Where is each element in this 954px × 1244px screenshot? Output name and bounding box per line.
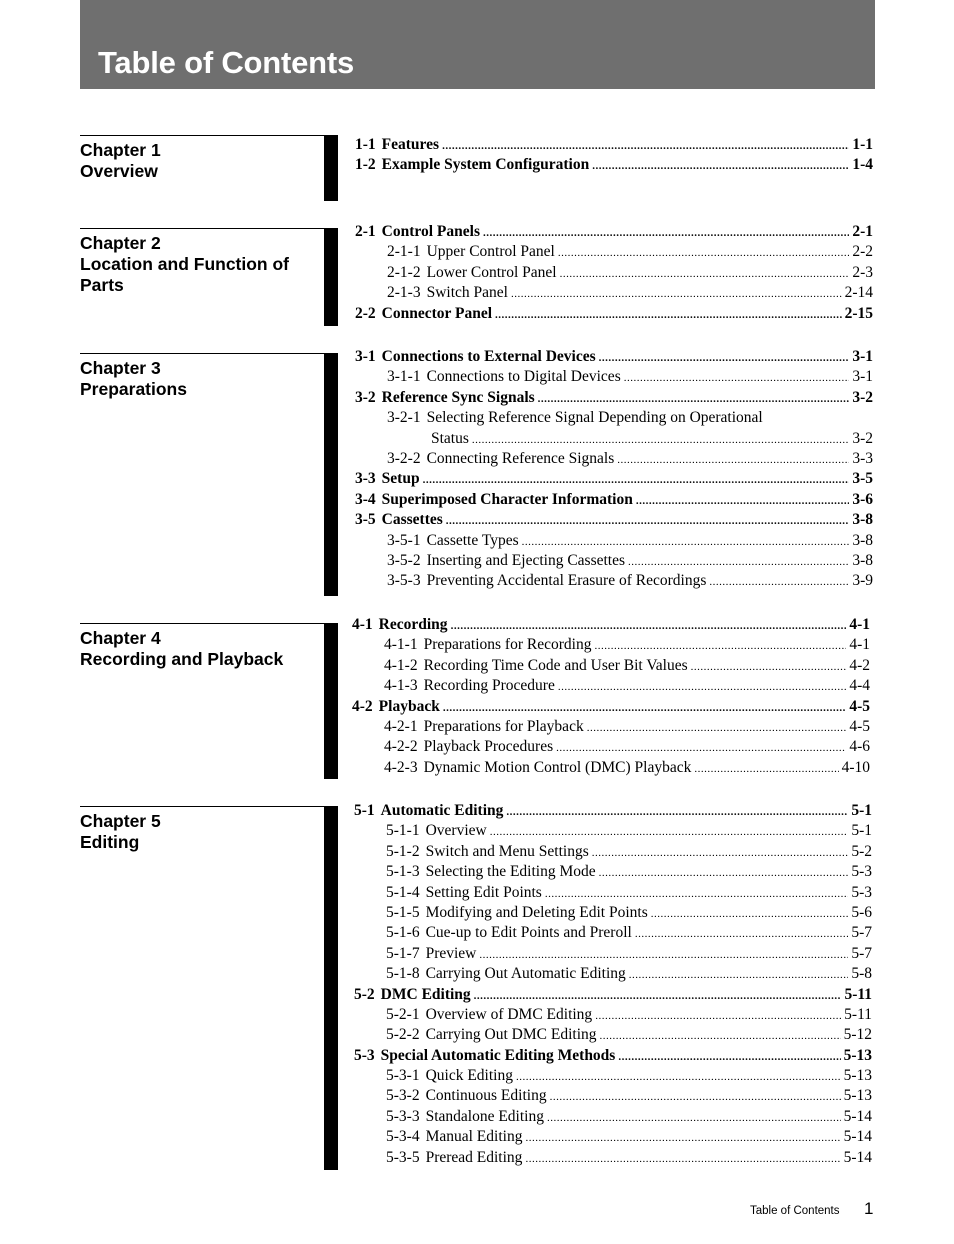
dot-leader — [547, 1108, 841, 1127]
entry-number: 2-1 — [355, 223, 376, 240]
dot-leader — [558, 243, 849, 262]
entry-number: 5-1-1 — [386, 822, 420, 840]
toc-entry[interactable] — [354, 1066, 872, 1086]
toc-entry[interactable] — [354, 1046, 872, 1066]
entry-number: 5-1 — [354, 802, 375, 819]
entry-number: 3-1-1 — [387, 368, 421, 386]
dot-leader — [651, 904, 849, 923]
dot-leader — [479, 945, 848, 964]
chapter-label: Chapter 3 — [80, 358, 161, 378]
dot-leader — [594, 636, 846, 655]
entry-title: Dynamic Motion Control (DMC) Playback — [423, 758, 692, 776]
entry-title: Switch and Menu Settings — [425, 842, 589, 860]
toc-entry[interactable] — [354, 964, 872, 984]
chapter-bar — [324, 623, 338, 779]
toc-entry[interactable] — [355, 304, 873, 324]
chapter-entries — [354, 801, 872, 1168]
toc-entry[interactable] — [352, 697, 870, 717]
toc-entry[interactable] — [355, 347, 873, 367]
chapter-heading — [80, 353, 326, 400]
toc-entry[interactable] — [354, 903, 872, 923]
entry-title: Modifying and Deleting Edit Points — [425, 903, 648, 921]
entry-title: Preparations for Playback — [423, 717, 584, 735]
entry-number: 4-1-3 — [384, 677, 418, 695]
entry-page: 5-12 — [843, 1026, 872, 1044]
toc-entry[interactable] — [355, 408, 873, 428]
entry-number: 4-2-3 — [384, 758, 418, 776]
entry-page: 2-1 — [852, 223, 873, 240]
entry-page: 5-14 — [843, 1107, 872, 1125]
dot-leader — [587, 718, 847, 737]
entry-number: 5-1-2 — [386, 842, 420, 860]
dot-leader — [617, 450, 849, 469]
chapter-label: Chapter 2 — [80, 233, 161, 253]
toc-entry[interactable] — [354, 801, 872, 821]
dot-leader — [472, 430, 849, 449]
chapter-title-line: Overview — [80, 161, 158, 181]
entry-number: 2-1-3 — [387, 284, 421, 302]
chapter-label: Chapter 1 — [80, 140, 161, 160]
entry-number: 5-3-5 — [386, 1148, 420, 1166]
entry-title: Overview — [425, 822, 487, 840]
entry-title: Playback — [378, 697, 440, 715]
entry-number: 5-3-3 — [386, 1107, 420, 1125]
toc-entry[interactable] — [352, 615, 870, 635]
entry-page: 5-13 — [843, 1067, 872, 1085]
entry-page: 5-3 — [851, 863, 872, 881]
entry-title: Status — [431, 429, 469, 447]
entry-page: 3-6 — [852, 490, 873, 508]
dot-leader — [443, 698, 847, 717]
entry-page: 3-2 — [852, 388, 873, 406]
chapter-entries — [355, 347, 873, 592]
dot-leader — [636, 491, 850, 510]
entry-title: Lower Control Panel — [426, 263, 557, 281]
entry-page: 4-5 — [849, 697, 870, 715]
dot-leader — [451, 616, 847, 635]
entry-number: 5-1-5 — [386, 903, 420, 921]
entry-page: 4-10 — [841, 758, 870, 776]
dot-leader — [474, 986, 842, 1005]
entry-number: 3-5 — [355, 511, 376, 529]
entry-title: Quick Editing — [425, 1067, 513, 1085]
entry-title: Cassette Types — [426, 531, 519, 549]
entry-title: Preread Editing — [425, 1148, 523, 1166]
dot-leader — [556, 738, 846, 757]
dot-leader — [624, 368, 850, 387]
dot-leader — [442, 136, 849, 155]
chapter-title-line: Editing — [80, 832, 140, 852]
entry-page: 3-3 — [852, 449, 873, 467]
toc-entry[interactable] — [355, 222, 873, 242]
entry-number: 1-1 — [355, 136, 376, 153]
entry-page: 2-3 — [852, 263, 873, 281]
entry-page: 2-14 — [844, 284, 873, 302]
dot-leader — [595, 1006, 841, 1025]
entry-page: 2-15 — [844, 304, 873, 322]
chapter-bar — [324, 135, 338, 201]
chapter-title-line: Recording and Playback — [80, 649, 284, 669]
dot-leader — [516, 1067, 841, 1086]
dot-leader — [618, 1047, 840, 1066]
entry-title: Continuous Editing — [425, 1087, 547, 1105]
toc-entry[interactable] — [355, 469, 873, 489]
entry-number: 2-1-1 — [387, 243, 421, 261]
chapter-heading — [80, 228, 326, 296]
entry-page: 5-3 — [851, 883, 872, 901]
entry-title: Selecting the Editing Mode — [425, 863, 596, 881]
entry-number: 4-2-1 — [384, 717, 418, 735]
entry-title: Reference Sync Signals — [381, 388, 535, 406]
entry-title: Connections to Digital Devices — [426, 368, 621, 386]
chapter-entries — [355, 222, 873, 324]
entry-number: 5-3-2 — [386, 1087, 420, 1105]
dot-leader — [592, 156, 849, 175]
toc-entry[interactable] — [355, 490, 873, 510]
title-banner — [80, 0, 875, 89]
entry-number: 5-3-4 — [386, 1128, 420, 1146]
dot-leader — [560, 264, 850, 283]
entry-page: 5-14 — [843, 1148, 872, 1166]
dot-leader — [423, 470, 850, 489]
entry-page: 4-1 — [849, 616, 870, 633]
footer-page-number: 1 — [864, 1199, 874, 1218]
dot-leader — [506, 802, 848, 821]
entry-title: Special Automatic Editing Methods — [380, 1046, 616, 1064]
dot-leader — [694, 759, 838, 778]
chapter-bar — [324, 228, 338, 326]
toc-entry[interactable] — [352, 758, 870, 778]
entry-number: 5-2-2 — [386, 1026, 420, 1044]
dot-leader — [558, 677, 846, 696]
entry-page: 5-6 — [851, 903, 872, 921]
dot-leader — [538, 389, 850, 408]
chapter-heading — [80, 623, 326, 670]
toc-entry[interactable] — [354, 944, 872, 964]
toc-entry[interactable] — [355, 571, 873, 591]
entry-page: 5-2 — [851, 842, 872, 860]
entry-title: Switch Panel — [426, 284, 508, 302]
entry-page: 4-6 — [849, 738, 870, 756]
toc-entry[interactable] — [355, 283, 873, 303]
entry-title: Control Panels — [381, 223, 480, 240]
entry-title: Carrying Out Automatic Editing — [425, 965, 626, 983]
entry-number: 3-5-1 — [387, 531, 421, 549]
chapter-label: Chapter 5 — [80, 811, 161, 831]
entry-title: Selecting Reference Signal Depending on Operational — [426, 409, 763, 427]
entry-title: Connecting Reference Signals — [426, 449, 615, 467]
toc-entry[interactable] — [355, 155, 873, 175]
entry-number: 3-2-1 — [387, 409, 421, 427]
dot-leader — [483, 223, 849, 242]
toc-entry[interactable] — [354, 1086, 872, 1106]
entry-page: 5-13 — [843, 1087, 872, 1105]
chapter-entries — [355, 135, 873, 176]
entry-number: 3-1 — [355, 348, 376, 365]
chapter-heading — [80, 806, 326, 853]
entry-page: 3-8 — [852, 551, 873, 569]
dot-leader — [446, 511, 850, 530]
entry-title: Preview — [425, 944, 477, 962]
entry-page: 5-7 — [851, 924, 872, 942]
toc-entry[interactable] — [354, 862, 872, 882]
entry-page: 3-1 — [852, 348, 873, 365]
entry-number: 4-2-2 — [384, 738, 418, 756]
dot-leader — [511, 284, 842, 303]
toc-entry[interactable] — [354, 842, 872, 862]
chapter-bar — [324, 353, 338, 596]
dot-leader — [592, 843, 849, 862]
entry-number: 3-5-3 — [387, 572, 421, 590]
entry-page: 5-11 — [844, 985, 872, 1003]
toc-entry[interactable] — [354, 923, 872, 943]
entry-title: DMC Editing — [380, 985, 471, 1003]
dot-leader — [525, 1128, 840, 1147]
entry-number: 4-1-1 — [384, 636, 418, 654]
entry-number: 4-1-2 — [384, 656, 418, 674]
toc-entry[interactable] — [354, 1127, 872, 1147]
entry-page: 5-11 — [844, 1005, 872, 1023]
entry-number: 5-3-1 — [386, 1067, 420, 1085]
toc-entry[interactable] — [354, 1025, 872, 1045]
toc-entry[interactable] — [352, 635, 870, 655]
footer-label: Table of Contents — [750, 1205, 840, 1217]
entry-number: 1-2 — [355, 156, 376, 174]
entry-page: 5-1 — [851, 802, 872, 819]
chapter-label: Chapter 4 — [80, 628, 161, 648]
toc-entry[interactable] — [354, 1148, 872, 1168]
entry-number: 5-3 — [354, 1046, 375, 1064]
entry-number: 4-1 — [352, 616, 373, 633]
chapter-heading — [80, 135, 326, 182]
dot-leader — [545, 884, 848, 903]
dot-leader — [495, 305, 842, 324]
entry-title: Recording Time Code and User Bit Values — [423, 656, 688, 674]
entry-title: Upper Control Panel — [426, 243, 555, 261]
entry-title: Connector Panel — [381, 304, 493, 322]
entry-number: 4-2 — [352, 697, 373, 715]
toc-entry[interactable] — [355, 263, 873, 283]
entry-page: 3-5 — [852, 470, 873, 488]
entry-number: 5-1-6 — [386, 924, 420, 942]
dot-leader — [550, 1087, 841, 1106]
entry-page: 4-2 — [849, 656, 870, 674]
entry-title: Recording Procedure — [423, 677, 555, 695]
dot-leader — [629, 965, 849, 984]
entry-title: Manual Editing — [425, 1128, 523, 1146]
entry-title: Preparations for Recording — [423, 636, 592, 654]
entry-page: 5-14 — [843, 1128, 872, 1146]
toc-entry[interactable] — [355, 449, 873, 469]
entry-number: 5-1-4 — [386, 883, 420, 901]
entry-number: 3-3 — [355, 470, 376, 488]
toc-entry[interactable] — [354, 1005, 872, 1025]
toc-entry[interactable] — [355, 551, 873, 571]
entry-title: Carrying Out DMC Editing — [425, 1026, 597, 1044]
chapter-entries — [352, 615, 870, 778]
entry-number: 5-2-1 — [386, 1005, 420, 1023]
toc-entry[interactable] — [354, 1107, 872, 1127]
dot-leader — [709, 572, 849, 591]
toc-entry[interactable] — [355, 531, 873, 551]
entry-number: 5-1-8 — [386, 965, 420, 983]
dot-leader — [599, 348, 850, 367]
entry-number: 3-2-2 — [387, 449, 421, 467]
entry-page: 2-2 — [852, 243, 873, 261]
entry-title: Inserting and Ejecting Cassettes — [426, 551, 626, 569]
dot-leader — [691, 657, 847, 676]
entry-page: 3-9 — [852, 572, 873, 590]
entry-page: 5-13 — [843, 1046, 872, 1064]
chapter-title-line: Preparations — [80, 379, 187, 399]
toc-entry[interactable] — [352, 737, 870, 757]
entry-title: Automatic Editing — [380, 802, 504, 819]
entry-page: 5-8 — [851, 965, 872, 983]
entry-number: 3-4 — [355, 490, 376, 508]
entry-title: Recording — [378, 616, 448, 633]
entry-title: Overview of DMC Editing — [425, 1005, 593, 1023]
entry-page: 4-4 — [849, 677, 870, 695]
entry-page: 3-8 — [852, 511, 873, 529]
toc-entry[interactable] — [352, 717, 870, 737]
toc-entry[interactable] — [354, 883, 872, 903]
dot-leader — [599, 863, 849, 882]
entry-title: Playback Procedures — [423, 738, 554, 756]
entry-title: Setting Edit Points — [425, 883, 542, 901]
entry-page: 5-7 — [851, 944, 872, 962]
entry-number: 5-2 — [354, 985, 375, 1003]
entry-page: 3-2 — [852, 429, 873, 447]
entry-title: Connections to External Devices — [381, 348, 596, 365]
toc-entry[interactable] — [355, 510, 873, 530]
chapter-title-line: Parts — [80, 275, 124, 295]
dot-leader — [522, 532, 850, 551]
entry-page: 4-5 — [849, 717, 870, 735]
entry-number: 5-1-3 — [386, 863, 420, 881]
entry-number: 2-1-2 — [387, 263, 421, 281]
toc-entry[interactable] — [354, 821, 872, 841]
toc-entry[interactable] — [355, 429, 873, 449]
toc-entry[interactable] — [352, 676, 870, 696]
toc-entry[interactable] — [352, 656, 870, 676]
toc-entry[interactable] — [355, 367, 873, 387]
dot-leader — [490, 822, 849, 841]
dot-leader — [635, 924, 849, 943]
entry-title: Features — [381, 136, 440, 153]
entry-page: 3-1 — [852, 368, 873, 386]
entry-title: Standalone Editing — [425, 1107, 544, 1125]
entry-page: 5-1 — [851, 822, 872, 840]
entry-page: 1-1 — [852, 136, 873, 153]
entry-page: 1-4 — [852, 156, 873, 174]
entry-number: 5-1-7 — [386, 944, 420, 962]
entry-number: 3-2 — [355, 388, 376, 406]
chapter-title-line: Location and Function of — [80, 254, 290, 274]
entry-title: Preventing Accidental Erasure of Recordings — [426, 572, 707, 590]
entry-title: Example System Configuration — [381, 156, 590, 174]
dot-leader — [600, 1026, 841, 1045]
toc-entry[interactable] — [354, 985, 872, 1005]
dot-leader — [525, 1149, 840, 1168]
page-title: Table of Contents — [98, 45, 355, 80]
chapter-bar — [324, 806, 338, 1170]
toc-entry[interactable] — [355, 388, 873, 408]
entry-title: Cue-up to Edit Points and Preroll — [425, 924, 632, 942]
entry-title: Cassettes — [381, 511, 443, 529]
entry-title: Superimposed Character Information — [381, 490, 633, 508]
dot-leader — [628, 552, 849, 571]
entry-number: 3-5-2 — [387, 551, 421, 569]
entry-page: 3-8 — [852, 531, 873, 549]
toc-entry[interactable] — [355, 242, 873, 262]
toc-entry[interactable] — [355, 135, 873, 155]
entry-page: 4-1 — [849, 636, 870, 654]
entry-number: 2-2 — [355, 304, 376, 322]
entry-title: Setup — [381, 470, 420, 488]
